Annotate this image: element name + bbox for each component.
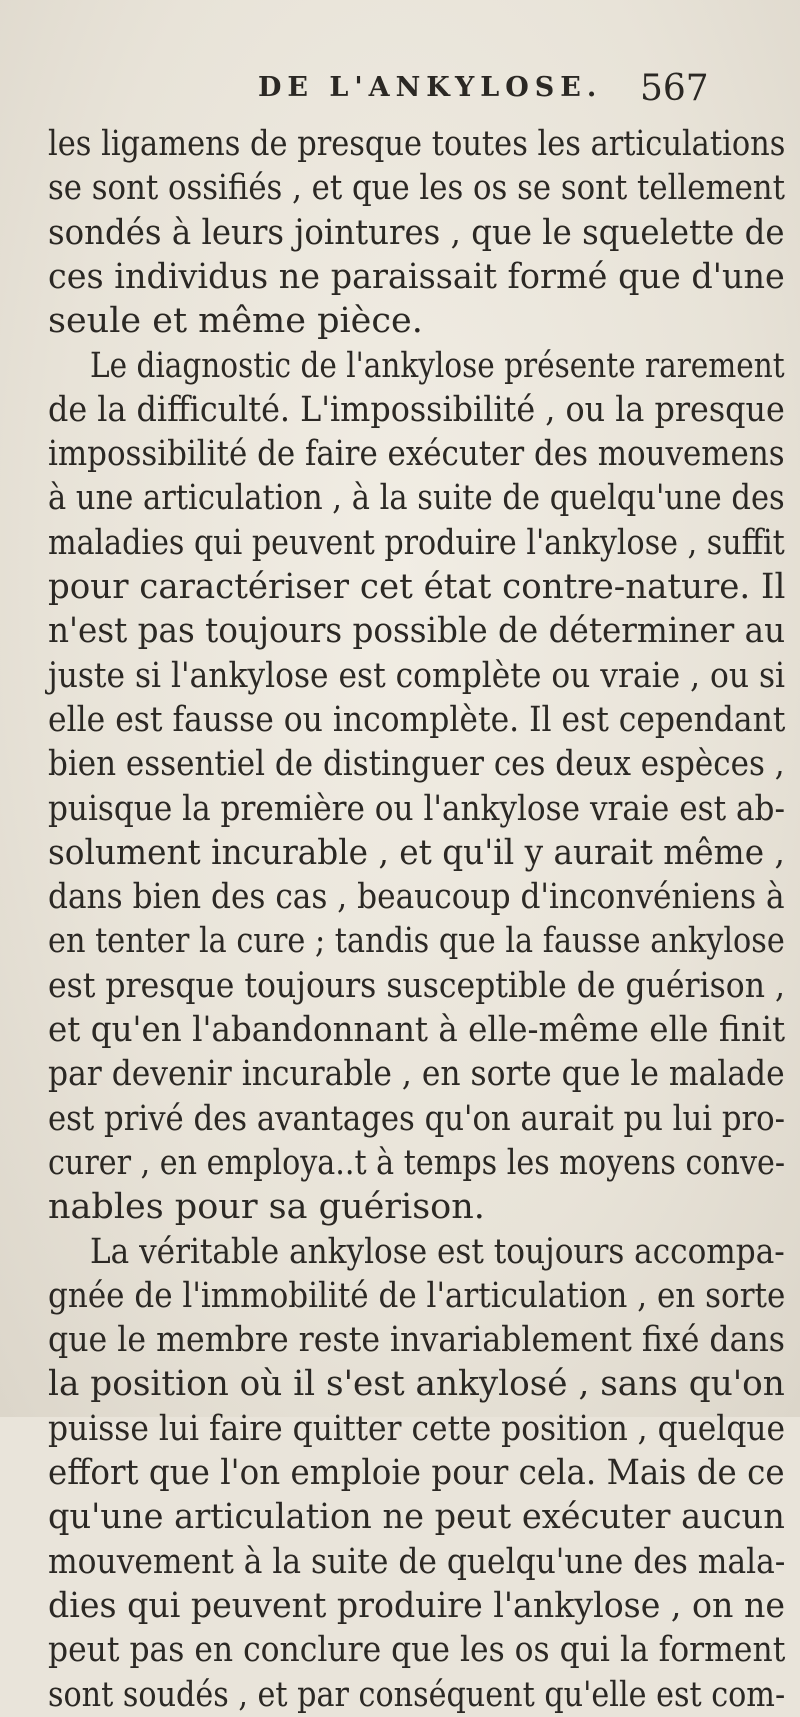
text-line: et qu'en l'abandonnant à elle-même elle finit (48, 1010, 786, 1050)
text-line: les ligamens de presque toutes les articulations (48, 124, 786, 164)
text-line: maladies qui peuvent produire l'ankylose , suffit (48, 522, 785, 563)
text-line: dans bien des cas , beaucoup d'inconvéniens à (48, 877, 785, 918)
text-line: puisse lui faire quitter cette position , quelque (48, 1408, 786, 1449)
text-line: en tenter la cure ; tandis que la fausse ankylose (48, 921, 785, 962)
page-header (0, 68, 800, 118)
text-line: par devenir incurable , en sorte que le malade (48, 1054, 785, 1095)
text-line: sont soudés , et par conséquent qu'elle est com- (48, 1674, 786, 1715)
text-line: impossibilité de faire exécuter des mouvemens (48, 434, 785, 475)
text-line: peut pas en conclure que les os qui la forment (48, 1630, 786, 1671)
running-title: DE L'ANKYLOSE. (258, 72, 603, 103)
page-number: 567 (640, 68, 709, 109)
text-line: pour caractériser cet état contre-nature. Il (48, 567, 786, 607)
text-line: elle est fausse ou incomplète. Il est cependant (48, 699, 786, 740)
text-line: curer , en employa..t à temps les moyens conve- (48, 1142, 786, 1183)
text-line: est presque toujours susceptible de guérison , (48, 965, 785, 1006)
text-line: que le membre reste invariablement fixé dans (48, 1320, 785, 1361)
text-line: qu'une articulation ne peut exécuter aucun (48, 1497, 785, 1538)
text-line: ces individus ne paraissait formé que d'une (48, 256, 785, 297)
text-line: puisque la première ou l'ankylose vraie est ab- (48, 788, 785, 829)
text-line: juste si l'ankylose est complète ou vraie , ou si (48, 655, 786, 696)
text-line: à une articulation , à la suite de quelqu'une des (48, 478, 785, 519)
text-line: seule et même pièce. (48, 301, 423, 342)
text-line: dies qui peuvent produire l'ankylose , on ne (48, 1585, 785, 1626)
text-line: la position où il s'est ankylosé , sans qu'on (48, 1364, 785, 1405)
text-line: bien essentiel de distinguer ces deux espèces , (48, 744, 785, 785)
text-line: Le diagnostic de l'ankylose présente rarement (90, 345, 785, 386)
text-line: se sont ossifiés , et que les os se sont tellement (48, 168, 785, 209)
text-line: de la difficulté. L'impossibilité , ou la presque (48, 389, 785, 430)
text-line: nables pour sa guérison. (48, 1187, 485, 1228)
text-line: gnée de l'immobilité de l'articulation , en sorte (48, 1275, 786, 1316)
text-line: solument incurable , et qu'il y aurait même , (48, 832, 785, 873)
text-line: effort que l'on emploie pour cela. Mais de ce (48, 1453, 785, 1493)
text-line: est privé des avantages qu'on aurait pu lui pro- (48, 1098, 786, 1139)
text-line: La véritable ankylose est toujours accompa- (90, 1231, 785, 1272)
text-line: sondés à leurs jointures , que le squelette de (48, 212, 785, 253)
text-line: n'est pas toujours possible de déterminer au (48, 611, 786, 652)
text-line: mouvement à la suite de quelqu'une des mala- (48, 1541, 786, 1582)
